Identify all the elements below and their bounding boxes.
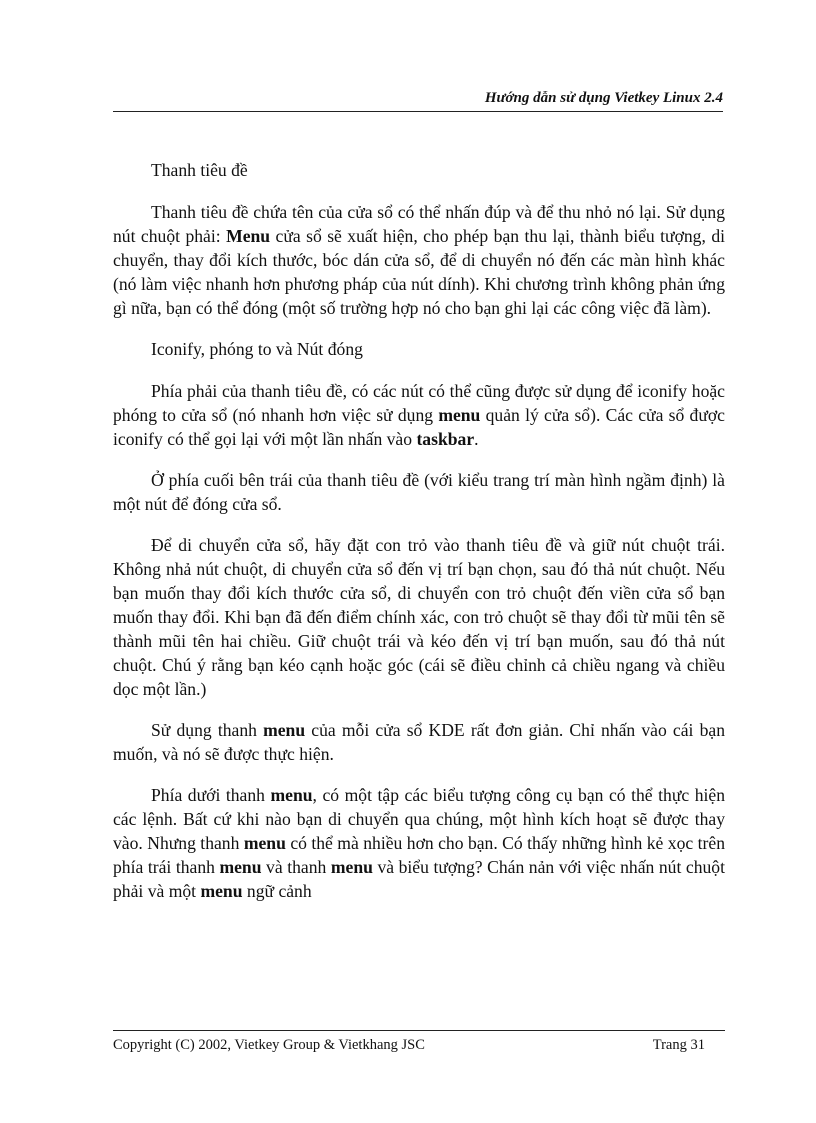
text-run: của mỗi cửa sổ KDE rất đơn giản. Chỉ nhấn vào cái bạn muốn, và nó sẽ được thực hiện. <box>113 720 725 764</box>
bold-term-menu: menu <box>270 785 313 805</box>
text-run: Thanh tiêu đề chứa tên của cửa sổ có thể nhấn đúp và để thu nhỏ nó lại. Sử dụng nút chuột phải: <box>113 202 725 246</box>
bold-term-menu: menu <box>243 833 286 853</box>
paragraph-iconify <box>113 379 725 451</box>
text-run: quản lý cửa sổ). Các cửa sổ được iconify có thể gọi lại với một lần nhấn vào <box>113 405 725 449</box>
paragraph-menu-bar <box>113 718 725 766</box>
bold-term-taskbar: taskbar <box>416 429 475 449</box>
page-number: Trang 31 <box>652 1037 705 1053</box>
text-run: và thanh <box>261 857 331 877</box>
paragraph-close-button: Ở phía cuối bên trái của thanh tiêu đề (với kiểu trang trí màn hình ngầm định) là một nút để đóng cửa sổ. <box>113 470 725 514</box>
bold-term-menu: menu <box>438 405 481 425</box>
text-run: có thể mà nhiều hơn cho bạn. Có thấy những hình kẻ xọc trên phía trái thanh <box>113 833 726 877</box>
bold-term-menu: menu <box>200 881 243 901</box>
text-run: Phía phải của thanh tiêu đề, có các nút có thể cũng được sử dụng để iconify hoặc phóng to cửa sổ (nó nhanh hơn việc sử dụng <box>113 381 725 425</box>
text-run: Phía dưới thanh <box>151 785 271 805</box>
bold-term-menu: menu <box>219 857 262 877</box>
running-header: Hướng dẫn sử dụng Vietkey Linux 2.4 <box>113 90 723 112</box>
paragraph-toolbar <box>113 783 725 903</box>
body-text <box>113 158 725 920</box>
text-run: Sử dụng thanh <box>151 720 264 740</box>
section-heading-iconify: Iconify, phóng to và Nút đóng <box>151 339 363 359</box>
text-run: và biểu tượng? Chán nản với việc nhấn nút chuột phải và một <box>113 857 725 901</box>
section-heading-title-bar: Thanh tiêu đề <box>151 160 248 180</box>
copyright-text: Copyright (C) 2002, Vietkey Group & Vietkhang JSC <box>113 1037 425 1053</box>
text-run: . <box>474 429 479 449</box>
bold-term-menu: menu <box>263 720 306 740</box>
text-run: , có một tập các biểu tượng công cụ bạn có thể thực hiện các lệnh. Bất cứ khi nào bạn di chuyển qua chúng, một hình kích hoạt sẽ được thay vào. Nhưng thanh <box>113 785 726 853</box>
bold-term-menu: Menu <box>226 226 271 246</box>
paragraph-move-window: Để di chuyển cửa sổ, hãy đặt con trỏ vào thanh tiêu đề và giữ nút chuột trái. Không nhả nút chuột, di chuyển cửa sổ đến vị trí bạn chọn, sau đó thả nút chuột. Nếu bạn muốn thay đổi kích thước cửa sổ, di chuyển con trỏ chuột đến viền cửa sổ bạn muốn thay đổi. Khi bạn đã đến điểm chính xác, con trỏ chuột sẽ thay đổi từ mũi tên sẽ thành mũi tên hai chiều. Giữ chuột trái và kéo đến vị trí bạn muốn, sau đó thả nút chuột. Chú ý rằng bạn kéo cạnh hoặc góc (cái sẽ điều chỉnh cả chiều ngang và chiều dọc một lần.) <box>113 535 725 699</box>
paragraph-title-bar <box>113 200 725 320</box>
bold-term-menu: menu <box>330 857 373 877</box>
text-run: ngữ cảnh <box>242 881 312 901</box>
text-run: cửa sổ sẽ xuất hiện, cho phép bạn thu lại, thành biểu tượng, di chuyển, thay đổi kích thước, bóc dán cửa sổ, để di chuyển nó đến các màn hình khác (nó làm việc nhanh hơn phương pháp của nút dính). Khi chương trình không phản ứng gì nữa, bạn có thể đóng (một số trường hợp nó cho bạn ghi lại các công việc đã làm). <box>113 226 725 318</box>
page-footer <box>113 1030 725 1054</box>
